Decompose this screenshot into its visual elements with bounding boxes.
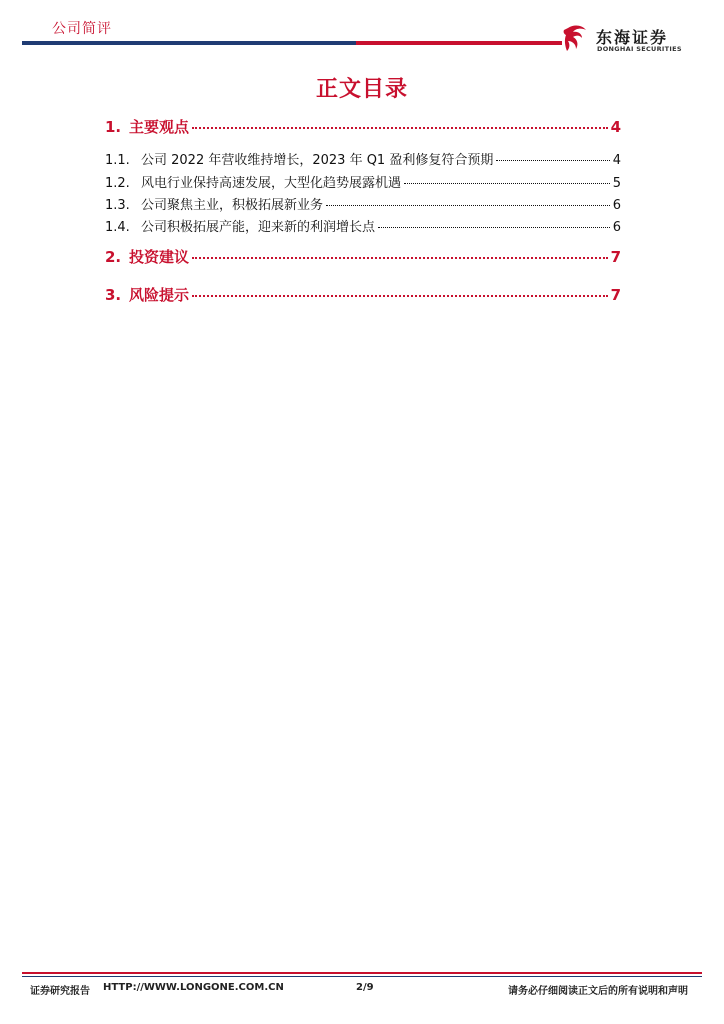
toc-entry-number: 3.	[105, 286, 122, 304]
toc-entry-number: 1.	[105, 118, 122, 136]
toc-leader-dots	[192, 127, 608, 129]
toc-entry-page: 7	[610, 248, 621, 266]
toc-entry-number: 1.2.	[105, 176, 130, 191]
footer-rule-navy	[22, 976, 702, 977]
toc-entry-label: 公司 2022 年营收维持增长，2023 年 Q1 盈利修复符合预期	[141, 153, 494, 168]
header-rule-red	[356, 41, 562, 45]
toc-entry-1-4[interactable]	[105, 216, 621, 235]
logo-chinese-name: 东海证券	[596, 28, 669, 47]
toc-leader-dots	[326, 205, 610, 206]
company-logo	[560, 22, 680, 56]
dragon-logo-icon	[560, 22, 594, 56]
toc-leader-dots	[192, 257, 608, 259]
toc-entry-1-2[interactable]	[105, 172, 621, 191]
toc-leader-dots	[404, 183, 610, 184]
toc-entry-page: 4	[610, 118, 621, 136]
toc-entry-1-3[interactable]	[105, 194, 621, 213]
toc-entry-page: 5	[612, 176, 621, 191]
footer-doc-type: 证券研究报告	[30, 986, 90, 997]
header-rule-navy	[22, 41, 356, 45]
toc-entry-page: 6	[612, 198, 621, 213]
logo-english-name: DONGHAI SECURITIES	[597, 45, 682, 53]
toc-leader-dots	[192, 295, 608, 297]
footer-page-indicator: 2/9	[356, 982, 374, 993]
toc-entry-1[interactable]	[105, 116, 621, 137]
toc-entry-label: 风电行业保持高速发展，大型化趋势展露机遇	[141, 176, 402, 191]
toc-entry-page: 4	[612, 153, 621, 168]
toc-entry-number: 2.	[105, 248, 122, 266]
footer-url[interactable]: HTTP://WWW.LONGONE.COM.CN	[103, 982, 284, 993]
footer-rule-red	[22, 972, 702, 974]
footer-disclaimer: 请务必仔细阅读正文后的所有说明和声明	[508, 986, 688, 997]
toc-entry-label: 投资建议	[129, 248, 190, 266]
toc-leader-dots	[378, 227, 610, 228]
toc-entry-3[interactable]	[105, 284, 621, 305]
toc-entry-number: 1.4.	[105, 220, 130, 235]
toc-entry-label: 风险提示	[129, 286, 190, 304]
toc-entry-label: 主要观点	[129, 118, 190, 136]
toc-entry-1-1[interactable]	[105, 149, 621, 168]
toc-entry-page: 7	[610, 286, 621, 304]
toc-entry-2[interactable]	[105, 246, 621, 267]
toc-entry-number: 1.1.	[105, 153, 130, 168]
toc-entry-label: 公司积极拓展产能，迎来新的利润增长点	[141, 220, 376, 235]
toc-entry-label: 公司聚焦主业，积极拓展新业务	[141, 198, 324, 213]
toc-entry-page: 6	[612, 220, 621, 235]
toc-entry-number: 1.3.	[105, 198, 130, 213]
section-label: 公司简评	[52, 21, 112, 37]
toc-leader-dots	[496, 160, 609, 161]
toc-title: 正文目录	[315, 77, 408, 102]
